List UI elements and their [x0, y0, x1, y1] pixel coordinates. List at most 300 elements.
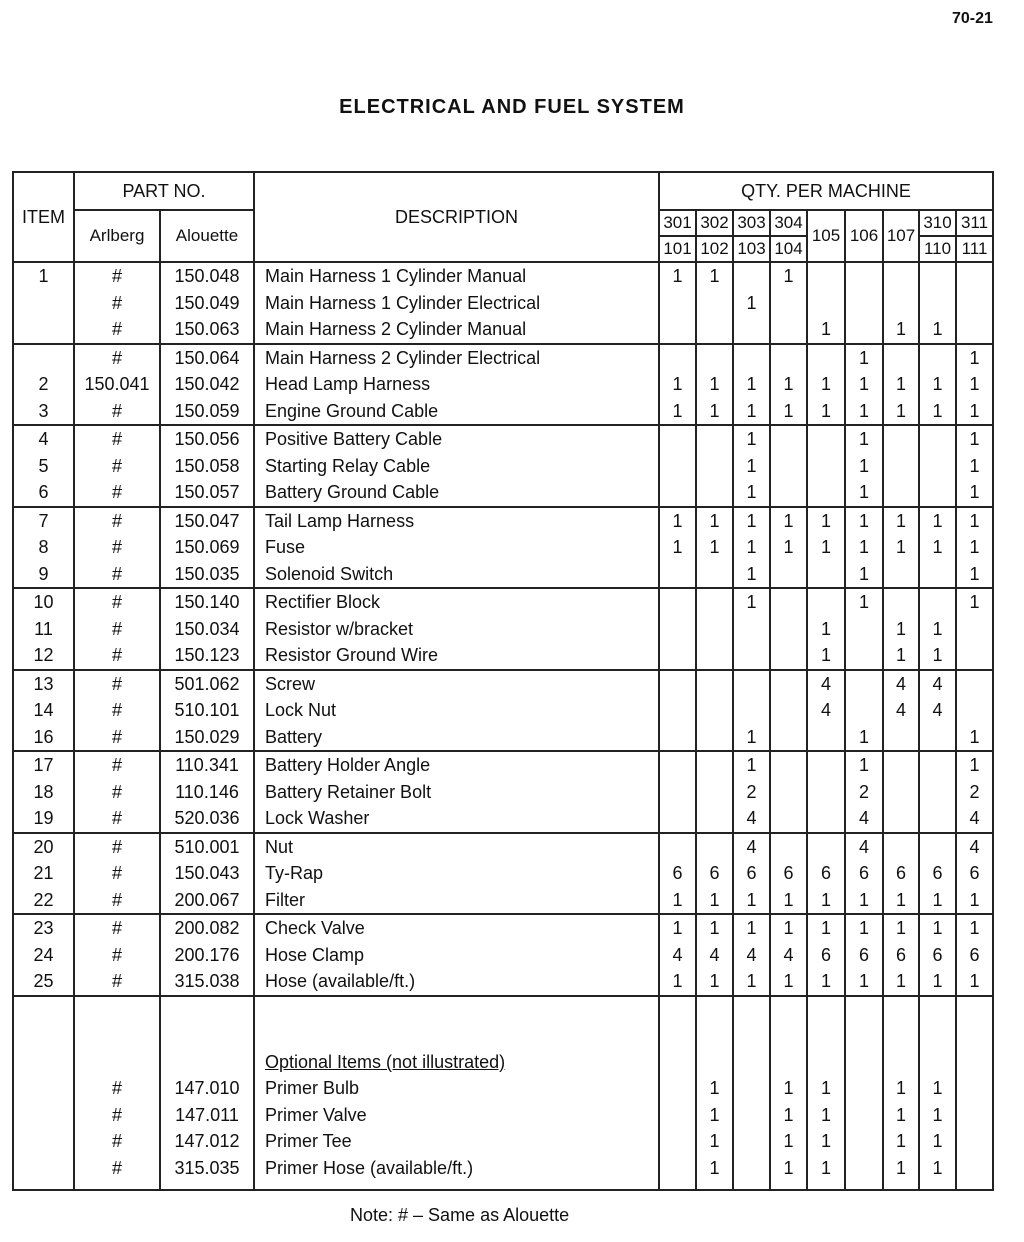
quantity-cell: [919, 453, 956, 480]
quantity-cell: 1: [733, 914, 770, 942]
machine-code-bottom: 110: [919, 236, 956, 262]
item-number: 21: [13, 860, 74, 887]
empty-cell: [956, 1023, 993, 1049]
quantity-cell: [845, 1102, 883, 1129]
optional-items-heading: [254, 1049, 659, 1076]
arlberg-part-no: #: [74, 914, 160, 942]
table-row: [13, 561, 993, 589]
quantity-cell: [919, 724, 956, 752]
quantity-cell: [696, 344, 733, 372]
arlberg-part-no: #: [74, 534, 160, 561]
alouette-part-no: 315.035: [160, 1155, 254, 1182]
quantity-cell: [883, 453, 919, 480]
quantity-cell: 4: [845, 805, 883, 833]
quantity-cell: 1: [770, 262, 807, 290]
quantity-cell: [659, 670, 696, 698]
quantity-cell: 1: [659, 371, 696, 398]
quantity-cell: [845, 1075, 883, 1102]
spacer-row: [13, 1181, 993, 1190]
alouette-part-no: 150.059: [160, 398, 254, 426]
arlberg-part-no: #: [74, 968, 160, 996]
quantity-cell: [659, 425, 696, 453]
alouette-part-no: 150.029: [160, 724, 254, 752]
quantity-cell: 1: [919, 371, 956, 398]
quantity-cell: 1: [770, 914, 807, 942]
spacer-row: [13, 1023, 993, 1049]
description: Filter: [254, 887, 659, 915]
arlberg-part-no: #: [74, 616, 160, 643]
quantity-cell: [696, 561, 733, 589]
quantity-cell: [733, 1128, 770, 1155]
empty-cell: [919, 996, 956, 1023]
arlberg-part-no: #: [74, 1128, 160, 1155]
empty-cell: [74, 1181, 160, 1190]
quantity-cell: [807, 479, 845, 507]
item-number: 17: [13, 751, 74, 779]
quantity-cell: 4: [956, 833, 993, 861]
table-row: [13, 616, 993, 643]
quantity-cell: 1: [883, 968, 919, 996]
quantity-cell: 1: [883, 1102, 919, 1129]
item-number: 1: [13, 262, 74, 290]
table-row: [13, 534, 993, 561]
quantity-cell: [956, 316, 993, 344]
machine-code-top: 311: [956, 210, 993, 236]
arlberg-part-no: #: [74, 887, 160, 915]
quantity-cell: [919, 561, 956, 589]
arlberg-part-no: #: [74, 697, 160, 724]
quantity-cell: 1: [659, 534, 696, 561]
alouette-part-no: 150.042: [160, 371, 254, 398]
quantity-cell: [659, 344, 696, 372]
page-title: ELECTRICAL AND FUEL SYSTEM: [339, 96, 685, 118]
quantity-cell: 4: [733, 805, 770, 833]
empty-cell: [845, 1023, 883, 1049]
quantity-cell: 1: [845, 479, 883, 507]
description: Primer Bulb: [254, 1075, 659, 1102]
quantity-cell: [733, 642, 770, 670]
quantity-cell: 1: [807, 1102, 845, 1129]
quantity-cell: 2: [845, 779, 883, 806]
table-row: [13, 507, 993, 535]
item-number: 20: [13, 833, 74, 861]
item-number: 10: [13, 588, 74, 616]
quantity-cell: 1: [956, 887, 993, 915]
description: Starting Relay Cable: [254, 453, 659, 480]
quantity-cell: [659, 833, 696, 861]
empty-cell: [696, 1049, 733, 1076]
quantity-cell: [919, 805, 956, 833]
empty-cell: [807, 1023, 845, 1049]
quantity-cell: 1: [807, 914, 845, 942]
alouette-part-no: 110.341: [160, 751, 254, 779]
alouette-part-no: 147.012: [160, 1128, 254, 1155]
page-number: 70-21: [952, 10, 993, 27]
quantity-cell: [845, 697, 883, 724]
arlberg-part-no: #: [74, 724, 160, 752]
empty-cell: [696, 996, 733, 1023]
quantity-cell: 1: [956, 751, 993, 779]
quantity-cell: [919, 479, 956, 507]
quantity-cell: [845, 642, 883, 670]
item-number: 18: [13, 779, 74, 806]
empty-cell: [13, 1049, 74, 1076]
quantity-cell: 1: [883, 1155, 919, 1182]
machine-code: 107: [883, 210, 919, 262]
quantity-cell: 1: [845, 751, 883, 779]
arlberg-part-no: #: [74, 290, 160, 317]
empty-cell: [807, 1049, 845, 1076]
quantity-cell: 1: [696, 1155, 733, 1182]
quantity-cell: 6: [883, 860, 919, 887]
quantity-cell: 1: [807, 1128, 845, 1155]
quantity-cell: 4: [770, 942, 807, 969]
quantity-cell: 1: [883, 507, 919, 535]
table-row: [13, 262, 993, 290]
quantity-cell: [696, 697, 733, 724]
empty-cell: [659, 1049, 696, 1076]
arlberg-part-no: #: [74, 425, 160, 453]
quantity-cell: [919, 290, 956, 317]
table-row: [13, 1128, 993, 1155]
quantity-cell: [956, 1155, 993, 1182]
quantity-cell: 4: [807, 670, 845, 698]
description: Check Valve: [254, 914, 659, 942]
arlberg-part-no: #: [74, 833, 160, 861]
arlberg-part-no: #: [74, 642, 160, 670]
quantity-cell: 1: [733, 724, 770, 752]
quantity-cell: [770, 697, 807, 724]
description: Main Harness 1 Cylinder Manual: [254, 262, 659, 290]
quantity-cell: 1: [919, 642, 956, 670]
arlberg-part-no: #: [74, 316, 160, 344]
alouette-part-no: 150.048: [160, 262, 254, 290]
quantity-cell: 1: [845, 344, 883, 372]
table-row: [13, 479, 993, 507]
header-part-no: PART NO.: [74, 172, 254, 210]
quantity-cell: [956, 290, 993, 317]
alouette-part-no: 200.082: [160, 914, 254, 942]
quantity-cell: 1: [770, 398, 807, 426]
quantity-cell: 2: [956, 779, 993, 806]
quantity-cell: [659, 290, 696, 317]
quantity-cell: 1: [696, 1102, 733, 1129]
table-row: [13, 968, 993, 996]
quantity-cell: [883, 588, 919, 616]
alouette-part-no: 150.057: [160, 479, 254, 507]
quantity-cell: 1: [956, 588, 993, 616]
arlberg-part-no: #: [74, 561, 160, 589]
description: Ty-Rap: [254, 860, 659, 887]
arlberg-part-no: #: [74, 344, 160, 372]
quantity-cell: 1: [659, 887, 696, 915]
quantity-cell: [770, 805, 807, 833]
empty-cell: [74, 1049, 160, 1076]
quantity-cell: [770, 290, 807, 317]
quantity-cell: 1: [807, 616, 845, 643]
alouette-part-no: 200.067: [160, 887, 254, 915]
quantity-cell: 1: [919, 1075, 956, 1102]
quantity-cell: 1: [883, 398, 919, 426]
parts-table: [12, 171, 994, 1191]
quantity-cell: [807, 805, 845, 833]
alouette-part-no: 150.049: [160, 290, 254, 317]
quantity-cell: 1: [956, 479, 993, 507]
empty-cell: [770, 1181, 807, 1190]
quantity-cell: [919, 751, 956, 779]
description: Engine Ground Cable: [254, 398, 659, 426]
quantity-cell: 1: [956, 398, 993, 426]
quantity-cell: 6: [956, 942, 993, 969]
alouette-part-no: 150.069: [160, 534, 254, 561]
item-number: 22: [13, 887, 74, 915]
empty-cell: [807, 996, 845, 1023]
empty-cell: [13, 1023, 74, 1049]
arlberg-part-no: #: [74, 751, 160, 779]
quantity-cell: 6: [919, 942, 956, 969]
quantity-cell: 1: [956, 344, 993, 372]
quantity-cell: [733, 670, 770, 698]
quantity-cell: 1: [956, 507, 993, 535]
quantity-cell: [659, 779, 696, 806]
alouette-part-no: 110.146: [160, 779, 254, 806]
quantity-cell: 1: [919, 398, 956, 426]
item-number: 11: [13, 616, 74, 643]
quantity-cell: 4: [883, 670, 919, 698]
quantity-cell: 1: [956, 561, 993, 589]
quantity-cell: [659, 479, 696, 507]
quantity-cell: [883, 779, 919, 806]
quantity-cell: 1: [919, 887, 956, 915]
quantity-cell: 1: [883, 371, 919, 398]
alouette-part-no: 200.176: [160, 942, 254, 969]
quantity-cell: 4: [807, 697, 845, 724]
header-qty-per-machine: QTY. PER MACHINE: [659, 172, 993, 210]
parts-table-body: [13, 262, 993, 1190]
quantity-cell: 1: [770, 1075, 807, 1102]
empty-cell: [160, 1181, 254, 1190]
quantity-cell: [883, 479, 919, 507]
arlberg-part-no: #: [74, 479, 160, 507]
item-number: 4: [13, 425, 74, 453]
quantity-cell: [807, 561, 845, 589]
empty-cell: [956, 1049, 993, 1076]
quantity-cell: [956, 697, 993, 724]
empty-cell: [883, 1181, 919, 1190]
machine-code-bottom: 102: [696, 236, 733, 262]
item-number: 6: [13, 479, 74, 507]
quantity-cell: 1: [845, 534, 883, 561]
quantity-cell: 4: [919, 670, 956, 698]
quantity-cell: [659, 616, 696, 643]
quantity-cell: 1: [733, 561, 770, 589]
arlberg-part-no: #: [74, 262, 160, 290]
alouette-part-no: 150.123: [160, 642, 254, 670]
quantity-cell: 1: [770, 1155, 807, 1182]
description: Hose (available/ft.): [254, 968, 659, 996]
quantity-cell: 6: [770, 860, 807, 887]
quantity-cell: 6: [807, 860, 845, 887]
empty-cell: [845, 996, 883, 1023]
header-alouette: Alouette: [160, 210, 254, 262]
quantity-cell: 1: [807, 1155, 845, 1182]
empty-cell: [883, 1049, 919, 1076]
quantity-cell: [659, 805, 696, 833]
quantity-cell: [807, 833, 845, 861]
quantity-cell: [696, 751, 733, 779]
quantity-cell: 4: [659, 942, 696, 969]
item-number: 8: [13, 534, 74, 561]
quantity-cell: [659, 642, 696, 670]
quantity-cell: [770, 642, 807, 670]
quantity-cell: 1: [807, 507, 845, 535]
quantity-cell: [807, 779, 845, 806]
quantity-cell: 1: [883, 1128, 919, 1155]
quantity-cell: 1: [919, 1102, 956, 1129]
quantity-cell: [659, 1075, 696, 1102]
empty-cell: [919, 1181, 956, 1190]
item-number: [13, 316, 74, 344]
quantity-cell: [883, 833, 919, 861]
empty-cell: [659, 1023, 696, 1049]
quantity-cell: 1: [807, 642, 845, 670]
quantity-cell: [845, 262, 883, 290]
table-row: [13, 887, 993, 915]
empty-cell: [74, 996, 160, 1023]
empty-cell: [254, 1023, 659, 1049]
quantity-cell: [733, 697, 770, 724]
machine-code-top: 302: [696, 210, 733, 236]
machine-code-top: 303: [733, 210, 770, 236]
table-row: [13, 642, 993, 670]
machine-code-bottom: 103: [733, 236, 770, 262]
quantity-cell: 4: [696, 942, 733, 969]
item-number: 19: [13, 805, 74, 833]
quantity-cell: [919, 779, 956, 806]
table-row: [13, 1155, 993, 1182]
quantity-cell: 1: [807, 887, 845, 915]
quantity-cell: [696, 724, 733, 752]
item-number: [13, 1075, 74, 1102]
description: Screw: [254, 670, 659, 698]
quantity-cell: 1: [696, 534, 733, 561]
empty-cell: [733, 1049, 770, 1076]
quantity-cell: 1: [733, 751, 770, 779]
quantity-cell: 1: [807, 398, 845, 426]
quantity-cell: 6: [845, 860, 883, 887]
quantity-cell: 1: [919, 1128, 956, 1155]
quantity-cell: [883, 262, 919, 290]
quantity-cell: [956, 642, 993, 670]
quantity-cell: [659, 1102, 696, 1129]
quantity-cell: [919, 344, 956, 372]
empty-cell: [845, 1181, 883, 1190]
quantity-cell: [845, 316, 883, 344]
description: Hose Clamp: [254, 942, 659, 969]
quantity-cell: [733, 1102, 770, 1129]
quantity-cell: 1: [845, 398, 883, 426]
quantity-cell: 1: [733, 290, 770, 317]
description: Solenoid Switch: [254, 561, 659, 589]
quantity-cell: 1: [696, 507, 733, 535]
empty-cell: [770, 996, 807, 1023]
quantity-cell: [845, 290, 883, 317]
item-number: [13, 290, 74, 317]
empty-cell: [659, 996, 696, 1023]
quantity-cell: 1: [696, 398, 733, 426]
quantity-cell: 1: [919, 316, 956, 344]
quantity-cell: 1: [956, 371, 993, 398]
quantity-cell: 1: [845, 914, 883, 942]
quantity-cell: 4: [733, 833, 770, 861]
empty-cell: [770, 1049, 807, 1076]
empty-cell: [770, 1023, 807, 1049]
footnote: Note: # – Same as Alouette: [350, 1205, 570, 1225]
quantity-cell: 1: [883, 914, 919, 942]
alouette-part-no: 150.140: [160, 588, 254, 616]
description: Battery Retainer Bolt: [254, 779, 659, 806]
table-row: [13, 1075, 993, 1102]
table-row: [13, 344, 993, 372]
item-number: 5: [13, 453, 74, 480]
quantity-cell: [807, 453, 845, 480]
quantity-cell: 1: [770, 1128, 807, 1155]
arlberg-part-no: #: [74, 860, 160, 887]
quantity-cell: 4: [919, 697, 956, 724]
quantity-cell: [659, 561, 696, 589]
table-row: [13, 316, 993, 344]
quantity-cell: 1: [919, 1155, 956, 1182]
optional-items-heading-text: Optional Items (not illustrated): [265, 1051, 506, 1072]
quantity-cell: [807, 588, 845, 616]
quantity-cell: [733, 1075, 770, 1102]
quantity-cell: 6: [696, 860, 733, 887]
quantity-cell: [883, 425, 919, 453]
quantity-cell: 1: [956, 724, 993, 752]
table-row: [13, 588, 993, 616]
table-row: [13, 425, 993, 453]
table-row: [13, 290, 993, 317]
quantity-cell: 1: [807, 371, 845, 398]
description: Lock Nut: [254, 697, 659, 724]
empty-cell: [13, 996, 74, 1023]
arlberg-part-no: #: [74, 1155, 160, 1182]
quantity-cell: [659, 1128, 696, 1155]
quantity-cell: 2: [733, 779, 770, 806]
quantity-cell: 1: [733, 534, 770, 561]
quantity-cell: 1: [733, 398, 770, 426]
quantity-cell: 1: [733, 968, 770, 996]
item-number: [13, 1128, 74, 1155]
table-row: [13, 453, 993, 480]
table-row: [13, 697, 993, 724]
quantity-cell: [733, 1155, 770, 1182]
alouette-part-no: 315.038: [160, 968, 254, 996]
quantity-cell: [733, 316, 770, 344]
quantity-cell: [733, 616, 770, 643]
quantity-cell: 1: [696, 1075, 733, 1102]
item-number: 25: [13, 968, 74, 996]
quantity-cell: [696, 290, 733, 317]
quantity-cell: [956, 616, 993, 643]
quantity-cell: [845, 1155, 883, 1182]
empty-cell: [74, 1023, 160, 1049]
quantity-cell: [770, 751, 807, 779]
item-number: 14: [13, 697, 74, 724]
quantity-cell: 1: [807, 534, 845, 561]
quantity-cell: 1: [956, 453, 993, 480]
quantity-cell: [807, 751, 845, 779]
